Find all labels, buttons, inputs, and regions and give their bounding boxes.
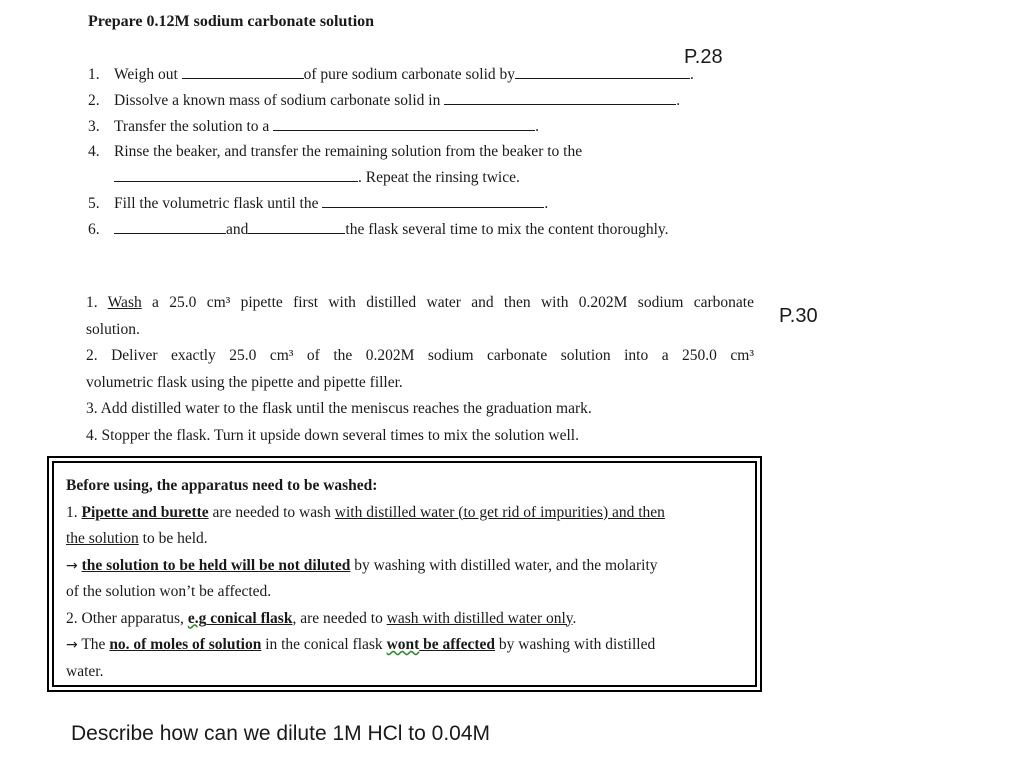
answer-blank[interactable] (248, 219, 345, 234)
answer-blank[interactable] (322, 193, 544, 208)
page-ref-p28: P.28 (684, 46, 723, 68)
box-line: → The no. of moles of solution in the conical flask wont be affected by washing with distilled (66, 636, 656, 653)
box-line: 1. Pipette and burette are needed to wash with distilled water (to get rid of impurities) and then (66, 503, 665, 521)
question-prompt: Describe how can we dilute 1M HCl to 0.04M (71, 722, 491, 745)
list-item: 3. Transfer the solution to a . (88, 117, 540, 135)
answer-blank[interactable] (114, 219, 226, 234)
box-line: 2. Other apparatus, e.g conical flask, are needed to wash with distilled water only. (66, 609, 577, 627)
list-item: 4. Rinse the beaker, and transfer the remaining solution from the beaker to the (88, 143, 583, 161)
box-line: of the solution won’t be affected. (66, 583, 272, 600)
box-heading: Before using, the apparatus need to be washed: (66, 477, 378, 494)
list-item: 1. Weigh out of pure sodium carbonate solid by . (88, 66, 694, 83)
answer-blank[interactable] (114, 167, 358, 182)
box-line: water. (66, 662, 104, 680)
p30-procedure (86, 290, 754, 449)
answer-blank[interactable] (515, 64, 690, 79)
arrow-icon: → (66, 637, 78, 653)
procedure-step: 4. Stopper the flask. Turn it upside down several times to mix the solution well. (86, 426, 579, 444)
washing-notes-box (47, 456, 762, 692)
procedure-step: 2. Deliver exactly 25.0 cm³ of the 0.202M sodium carbonate solution into a 250.0 cm³ (86, 347, 754, 364)
p28-step-list (88, 64, 738, 245)
arrow-icon: → (66, 557, 78, 574)
answer-blank[interactable] (444, 90, 676, 105)
box-line: → the solution to be held will be not diluted by washing with distilled water, and the molarity (66, 556, 658, 574)
list-item: 2. Dissolve a known mass of sodium carbonate solid in . (88, 91, 681, 109)
answer-blank[interactable] (273, 116, 535, 131)
procedure-step: 1. Wash a 25.0 cm³ pipette first with distilled water and then with 0.202M sodium carbonate (86, 294, 754, 311)
procedure-step: 3. Add distilled water to the flask until the meniscus reaches the graduation mark. (86, 400, 592, 417)
procedure-step-cont: solution. (86, 320, 140, 338)
list-item: 6. and the flask several time to mix the content thoroughly. (88, 220, 669, 238)
procedure-step-cont: volumetric flask using the pipette and pipette filler. (86, 373, 403, 391)
page-title: Prepare 0.12M sodium carbonate solution (88, 13, 375, 30)
list-item: . Repeat the rinsing twice. (88, 167, 738, 193)
box-line: the solution to be held. (66, 530, 208, 547)
page-ref-p30: P.30 (779, 305, 818, 327)
list-item: 5. Fill the volumetric flask until the . (88, 194, 549, 212)
answer-blank[interactable] (182, 64, 304, 79)
